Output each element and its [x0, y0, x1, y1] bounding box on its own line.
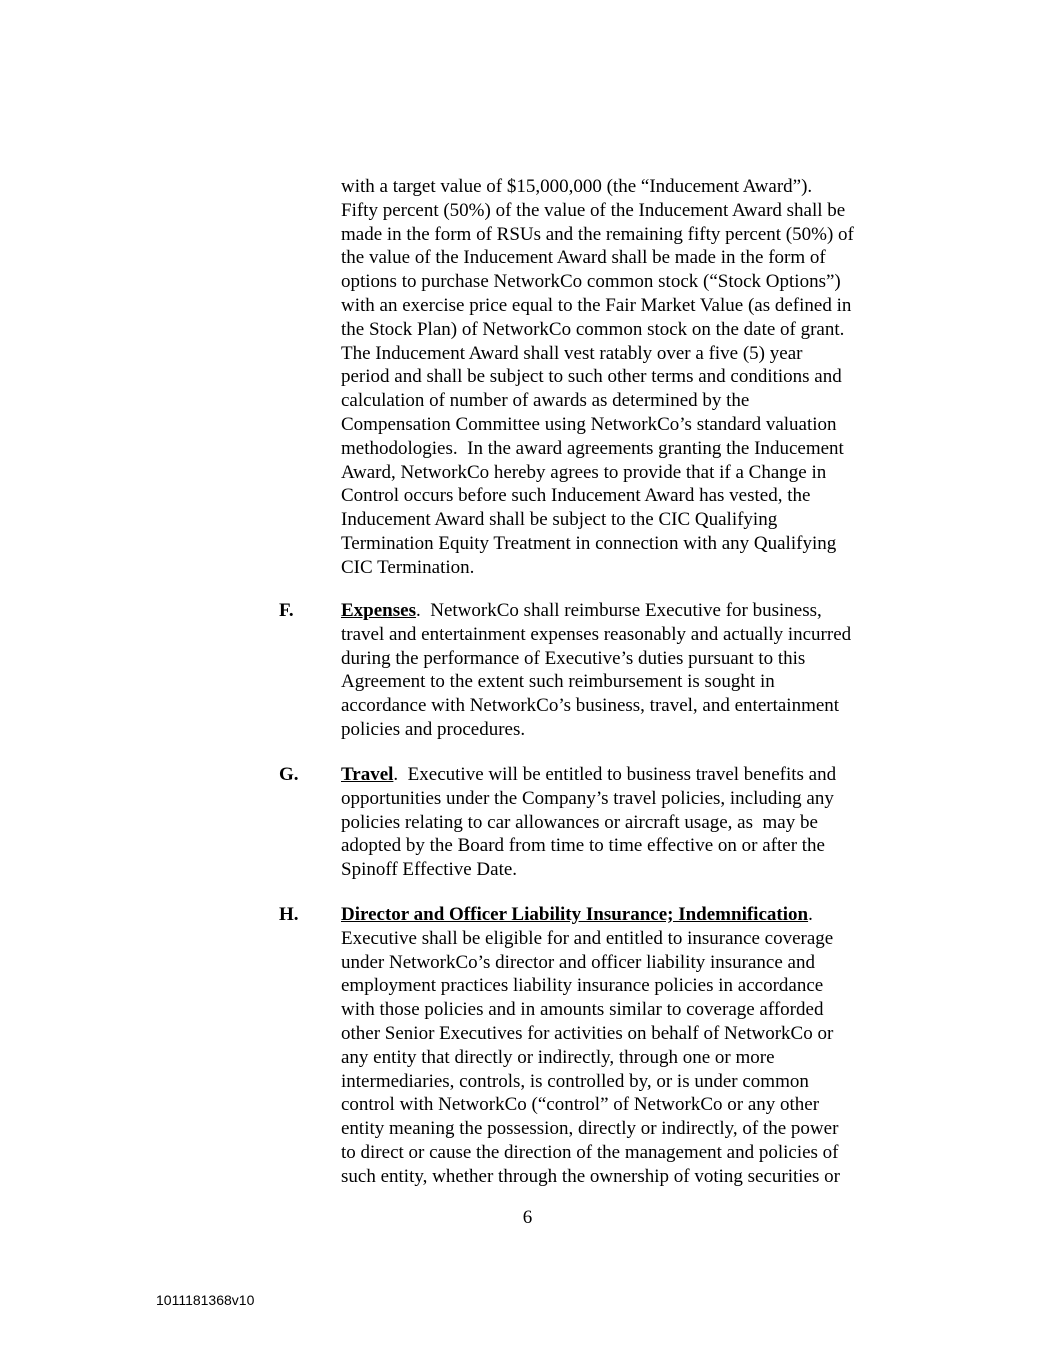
section-line: travel and entertainment expenses reasonably and actually incurred [341, 623, 852, 645]
section-line: control with NetworkCo (“control” of NetworkCo or any other [341, 1094, 820, 1116]
paragraph-line: methodologies. In the award agreements granting the Inducement [341, 437, 844, 459]
section-line: policies relating to car allowances or aircraft usage, as may be [341, 811, 818, 833]
paragraph-line: Inducement Award shall be subject to the CIC Qualifying [341, 509, 778, 531]
section-line: Agreement to the extent such reimbursement is sought in [341, 671, 775, 693]
document-id: 1011181368v10 [156, 1292, 255, 1308]
section-line: with those policies and in amounts similar to coverage afforded [341, 999, 824, 1021]
section-line: such entity, whether through the ownership of voting securities or [341, 1165, 840, 1187]
paragraph-line: The Inducement Award shall vest ratably over a five (5) year [341, 342, 803, 364]
section-first-line-text: . [808, 904, 813, 925]
paragraph-line: Control occurs before such Inducement Award has vested, the [341, 485, 811, 507]
section-line: any entity that directly or indirectly, through one or more [341, 1046, 775, 1068]
section-line: policies and procedures. [341, 719, 526, 740]
section-line: accordance with NetworkCo’s business, travel, and entertainment [341, 695, 840, 717]
paragraph-line: calculation of number of awards as determined by the [341, 390, 750, 412]
paragraph-line: period and shall be subject to such other terms and conditions and [341, 366, 842, 388]
section-line: other Senior Executives for activities on behalf of NetworkCo or [341, 1023, 834, 1044]
section-first-line-text: . Executive will be entitled to business travel benefits and [393, 764, 837, 785]
paragraph-line: options to purchase NetworkCo common stock (“Stock Options”) [341, 271, 841, 293]
section-line: Spinoff Effective Date. [341, 859, 518, 881]
paragraph-line: with an exercise price equal to the Fair Market Value (as defined in [341, 295, 852, 316]
section-label: F. [279, 600, 294, 621]
paragraph-line: with a target value of $15,000,000 (the “Inducement Award”). [341, 176, 813, 197]
section-heading: Travel [341, 764, 394, 785]
section-label: G. [279, 764, 299, 785]
section-label: H. [279, 904, 299, 925]
paragraph-line: the value of the Inducement Award shall be made in the form of [341, 247, 826, 269]
section-line: employment practices liability insurance policies in accordance [341, 975, 824, 997]
section-line: during the performance of Executive’s duties pursuant to this [341, 647, 806, 669]
section-first-line [341, 599, 822, 623]
section-heading: Expenses [341, 600, 416, 621]
paragraph-line: CIC Termination. [341, 556, 475, 578]
paragraph-line: made in the form of RSUs and the remaining fifty percent (50%) of [341, 223, 854, 245]
paragraph-line: Fifty percent (50%) of the value of the Inducement Award shall be [341, 199, 846, 221]
section-first-line-text: . NetworkCo shall reimburse Executive for business, [415, 600, 822, 621]
section-line: adopted by the Board from time to time effective on or after the [341, 835, 825, 857]
paragraph-line: the Stock Plan) of NetworkCo common stock on the date of grant. [341, 318, 845, 340]
section-line: intermediaries, controls, is controlled by, or is under common [341, 1070, 809, 1092]
section-line: under NetworkCo’s director and officer liability insurance and [341, 951, 815, 973]
page-number: 6 [522, 1207, 533, 1228]
section-line: opportunities under the Company’s travel policies, including any [341, 787, 834, 809]
section-line: entity meaning the possession, directly or indirectly, of the power [341, 1118, 839, 1140]
section-line: to direct or cause the direction of the management and policies of [341, 1142, 839, 1163]
paragraph-line: Award, NetworkCo hereby agrees to provide that if a Change in [341, 461, 827, 483]
section-first-line [341, 903, 813, 927]
section-line: Executive shall be eligible for and entitled to insurance coverage [341, 927, 834, 949]
paragraph-line: Compensation Committee using NetworkCo’s standard valuation [341, 414, 837, 435]
section-first-line [341, 763, 836, 787]
paragraph-line: Termination Equity Treatment in connection with any Qualifying [341, 533, 837, 554]
section-heading: Director and Officer Liability Insurance; Indemnification [341, 904, 809, 925]
